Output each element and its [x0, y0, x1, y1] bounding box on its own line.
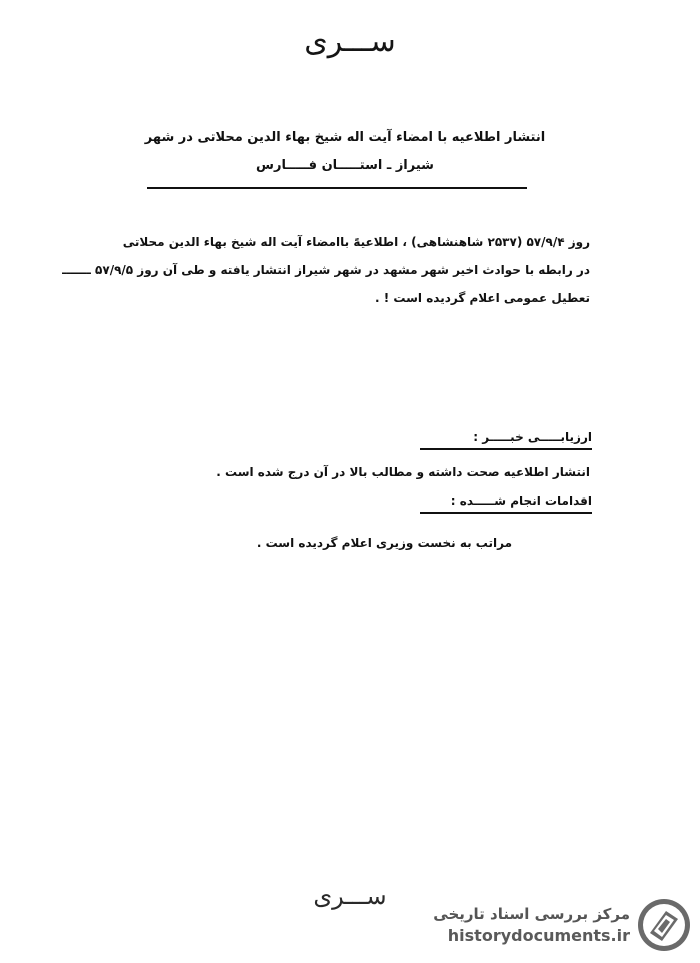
body-line-3: تعطیل عمومی اعلام گردیده است ! . — [375, 291, 590, 305]
actions-heading: اقدامات انجام شـــــده : — [420, 494, 592, 514]
title-underline — [147, 187, 527, 189]
actions-text: مراتب به نخست وزیری اعلام گردیده است . — [256, 536, 512, 550]
title-line-1: انتشار اطلاعیه با امضاء آیت اله شیخ بهاء الدین محلاتی در شهر — [144, 130, 546, 145]
document-title — [140, 124, 550, 180]
watermark-text — [433, 903, 630, 947]
watermark-org-name: مرکز بررسی اسناد تاریخی — [433, 905, 630, 923]
watermark-url: historydocuments.ir — [447, 926, 630, 945]
report-body — [62, 228, 590, 312]
archive-logo-icon — [636, 897, 692, 953]
body-line-1: روز ۵۷/۹/۴ (۲۵۳۷ شاهنشاهی) ، اطلاعیهًً باامضاء آیت اله شیخ بهاء الدین محلاتی — [122, 235, 590, 249]
body-line-2: در رابطه با حوادث اخیر شهر مشهد در شهر شیراز انتشار یافته و طی آن روز ۵۷/۹/۵ ـــــــ — [62, 263, 590, 277]
archive-watermark — [433, 897, 692, 953]
classification-stamp-top: ســـری — [304, 24, 396, 59]
assessment-heading: ارزیابـــــی خبـــــر : — [420, 430, 592, 450]
title-line-2: شیراز ـ استـــــان فـــــارس — [256, 158, 434, 173]
classification-stamp-bottom: ســـری — [313, 882, 387, 910]
assessment-text: انتشار اطلاعیه صحت داشته و مطالب بالا در آن درج شده است . — [216, 465, 590, 479]
